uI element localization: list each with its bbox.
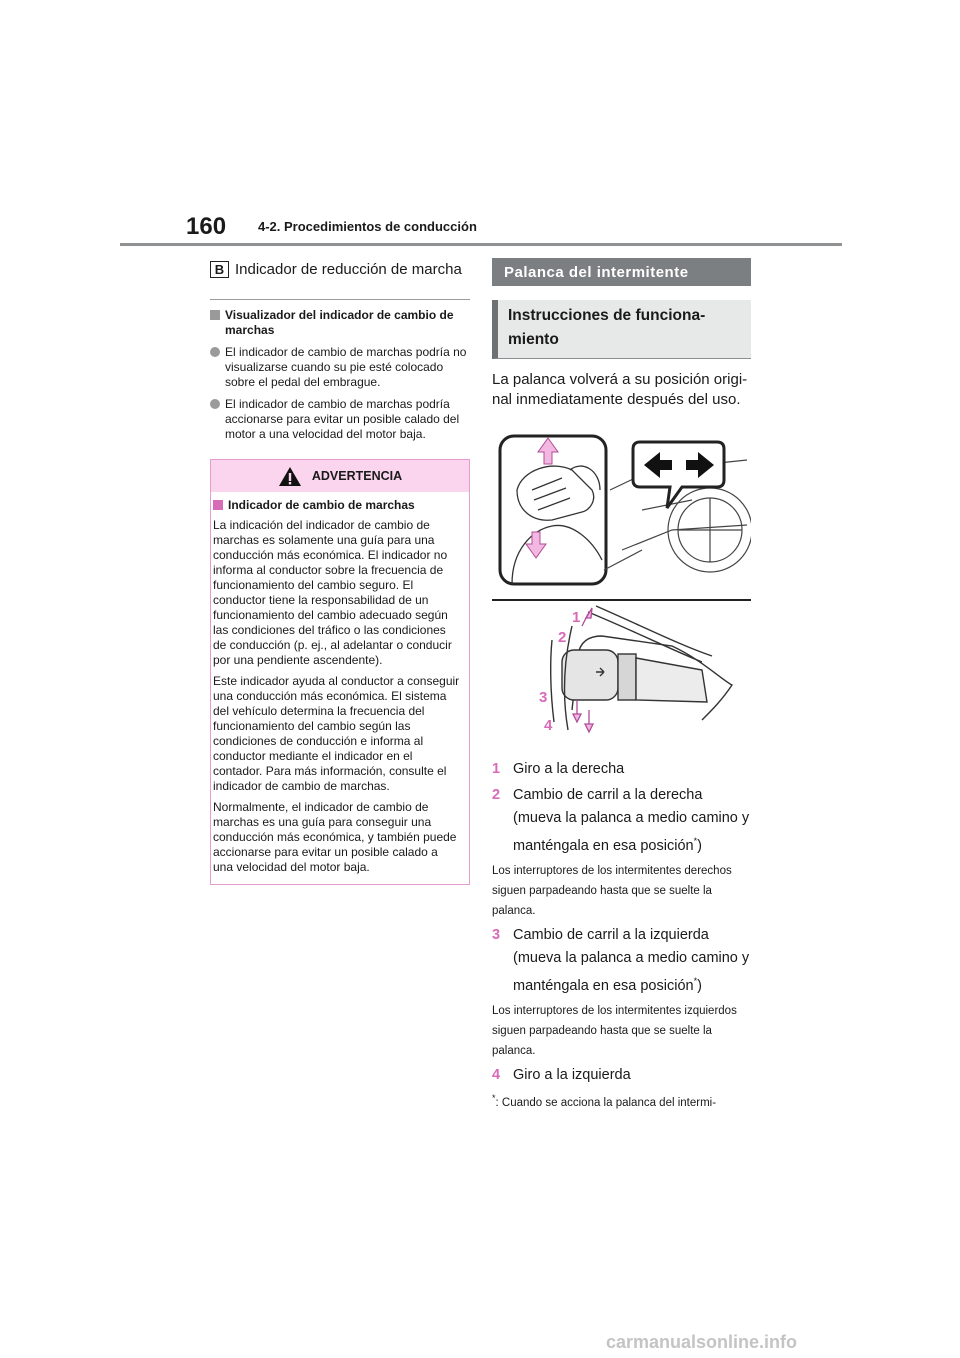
item-text: Cambio de carril a la derecha (mueva la palanca a medio camino y manténgala en esa posición [513,787,750,854]
warning-paragraph: Este indicador ayuda al conductor a conseguir una conducción más económica. El sistema del vehículo determina la frecuencia del funcionamiento del cambio según las condiciones de conducción e informa al conductor mediante el indicador en el contador. Para más información, consulte el indicador de cambio de marchas. [213,674,460,793]
indicator-label: Indicador de reducción de marcha [235,260,462,278]
square-bullet-icon [210,310,220,320]
info-bullet [210,345,470,390]
warning-title: ADVERTENCIA [311,469,403,483]
warning-heading [213,498,460,513]
item-text-tail: ) [697,837,702,854]
item-number: 3 [492,926,501,943]
warning-header [211,460,469,492]
warning-heading-text: Indicador de cambio de marchas [228,498,415,512]
item-text-wrap [513,924,751,998]
item-note: Los interruptores de los intermitentes izquierdos siguen parpadeando hasta que se suelte la palanca. [492,1004,737,1057]
item-text-tail: ) [697,977,702,994]
item-note: Los interruptores de los intermitentes derechos siguen parpadeando hasta que se suelte la palanca. [492,864,732,917]
info-heading [210,308,470,338]
footnote [492,1090,751,1111]
list-item [492,1064,751,1087]
item-text: Giro a la izquierda [513,1066,631,1083]
figure-label-2: 2 [558,629,567,646]
info-bullet-text: El indicador de cambio de marchas podría accionarse para evitar un posible calado del motor a una velocidad del motor baja. [225,397,460,441]
item-number: 1 [492,761,501,777]
warning-triangle-icon [278,466,302,487]
warning-box [210,459,470,885]
square-bullet-icon [213,500,223,510]
item-number: 2 [492,787,501,803]
section-banner: Palanca del intermitente [492,258,751,286]
inset-arrow-down [526,532,546,558]
footnote-mark: * [693,975,698,986]
watermark: carmanualsonline.info [606,1332,798,1352]
footnote-mark: * [492,1092,496,1103]
info-bullet [210,397,470,442]
indicator-letter-box: B [210,261,229,278]
hand-lever-inset [500,436,606,584]
right-column [492,258,751,1110]
warning-paragraph: La indicación del indicador de cambio de marchas es solamente una guía para una conducción más económica. El indicador no informa al conductor sobre la frecuencia de funcionamiento del cambio seguro. El conductor tiene la responsabilidad de un funcionamiento del cambio adecuado según las condiciones del tráfico o las condiciones de conducción (p. ej., al adelantar o conducir por una pendiente ascendente). [213,518,452,667]
item-text: Giro a la derecha [513,761,625,777]
list-item [492,758,751,781]
figure-label-4: 4 [544,717,553,734]
warning-paragraph: Normalmente, el indicador de cambio de marchas es una guía para conseguir una conducción más económica, y también puede accionarse para evitar un posible calado a una velocidad del motor baja. [213,800,457,874]
footnote-text: : Cuando se acciona la palanca del intermi- [495,1096,717,1109]
subsection-heading: Instrucciones de funcionamiento [492,300,751,359]
footnote-mark: * [693,836,698,846]
item-number: 4 [492,1066,501,1083]
header-rule [120,243,842,246]
section-divider [210,299,470,300]
list-item [492,924,751,998]
page-number: 160 [186,213,227,240]
figure-label-3: 3 [539,689,548,706]
list-item [492,784,751,858]
circle-bullet-icon [210,347,220,357]
warning-body [211,492,469,884]
item-text: Cambio de carril a la izquierda (mueva la palanca a medio camino y manténgala en esa posición [513,926,750,994]
inset-arrow-up [538,438,558,464]
circle-bullet-icon [210,399,220,409]
section-header: 4-2. Procedimientos de conducción [258,219,477,234]
info-heading-text: Visualizador del indicador de cambio de marchas [225,308,454,337]
figure-label-1: 1 [572,609,581,626]
turn-signal-figure [492,430,751,750]
item-text-wrap [513,784,751,858]
info-bullet-text: El indicador de cambio de marchas podría no visualizarse cuando su pie esté colocado sobre el pedal del embrague. [225,345,467,389]
left-column [210,258,470,885]
indicator-line [210,258,470,280]
intro-text: La palanca volverá a su posición original inmediatamente después del uso. [492,371,748,408]
